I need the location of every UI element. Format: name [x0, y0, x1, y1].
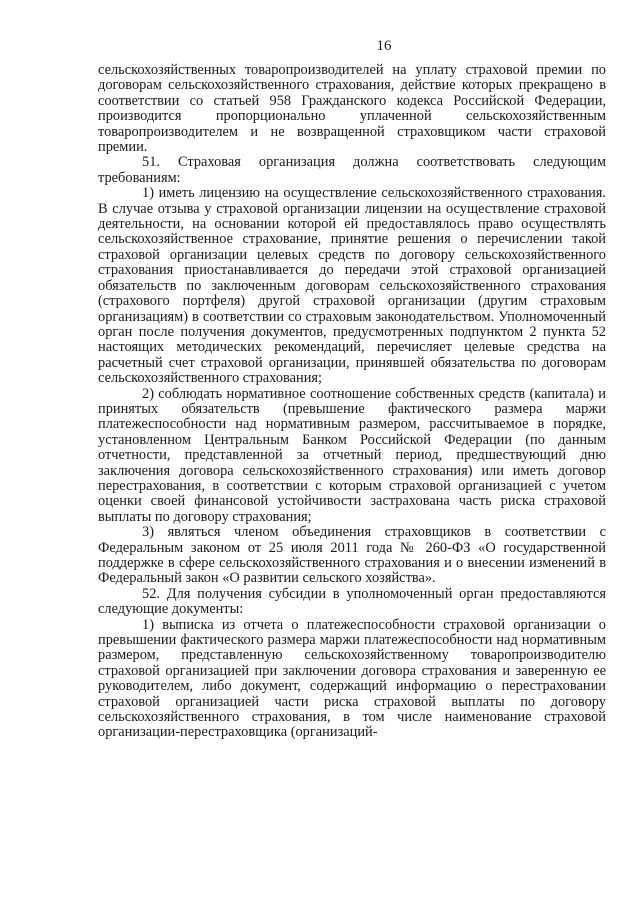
- paragraph-52-subitem-1: 1) выписка из отчета о платежеспособности страховой организации о превышении фактического размера маржи платежеспособности над нормативным размером, представленную сельскохозяйственному товаропроизводителю страховой организацией при заключении договора страхования и заверенную ее руководителем, либо документ, содержащий информацию о перестраховании страховой организацией части риска страховой выплаты по договору сельскохозяйственного страхования, в том числе наименование страховой организации-перестраховщика (организаций-: [98, 616, 606, 741]
- paragraph-item-52: 52. Для получения субсидии в уполномоченный орган предоставляются следующие документы:: [98, 585, 606, 618]
- paragraph-item-51: 51. Страховая организация должна соответствовать следующим требованиям:: [98, 154, 606, 186]
- paragraph-continuation: сельскохозяйственных товаропроизводителей на уплату страховой премии по договорам сельскохозяйственного страхования, действие которых прекращено в соответствии со статьей 958 Гражданского кодекса Российской Федерации, производится пропорционально уплаченной сельскохозяйственным товаропроизводителем и не возвращенной страховщиком части страховой премии.: [98, 62, 606, 156]
- paragraph-51-subitem-1: 1) иметь лицензию на осуществление сельскохозяйственного страхования. В случае отзыва у страховой организации лицензии на осуществление страховой деятельности, на основании которой ей предоставлялось право осуществлять сельскохозяйственное страхование, принятие решения о перечислении такой страховой организации целевых средств по договору сельскохозяйственного страхования приостанавливается до передачи этой страховой организацией обязательств по заключенным договорам сельскохозяйственного страхования (страхового портфеля) другой страховой организации (другим страховым организациям) в соответствии со страховым законодательством. Уполномоченный орган после получения документов, предусмотренных подпунктом 2 пункта 52 настоящих методических рекомендаций, перечисляет целевые средства на расчетный счет страховой организации, принявшей обязательства по договорам сельскохозяйственного страхования;: [98, 185, 606, 387]
- paragraph-51-subitem-2: 2) соблюдать нормативное соотношение собственных средств (капитала) и принятых обязательств (превышение фактического размера маржи платежеспособности над нормативным размером, рассчитываемое в порядке, установленном Центральным Банком Российской Федерации (по данным отчетности, представленной за отчетный период, предшествующий дню заключения договора сельскохозяйственного страхования) или иметь договор перестрахования, в соответствии с которым страховой организацией с учетом оценки своей финансовой устойчивости застрахована часть риска страховой выплаты по договору страхования;: [98, 385, 606, 525]
- paragraph-51-subitem-3: 3) являться членом объединения страховщиков в соответствии с Федеральным законом от 25 июля 2011 года № 260-ФЗ «О государственной поддержке в сфере сельскохозяйственного страхования и о внесении изменений в Федеральный закон «О развитии сельского хозяйства».: [98, 524, 606, 587]
- page-number: 16: [376, 38, 392, 54]
